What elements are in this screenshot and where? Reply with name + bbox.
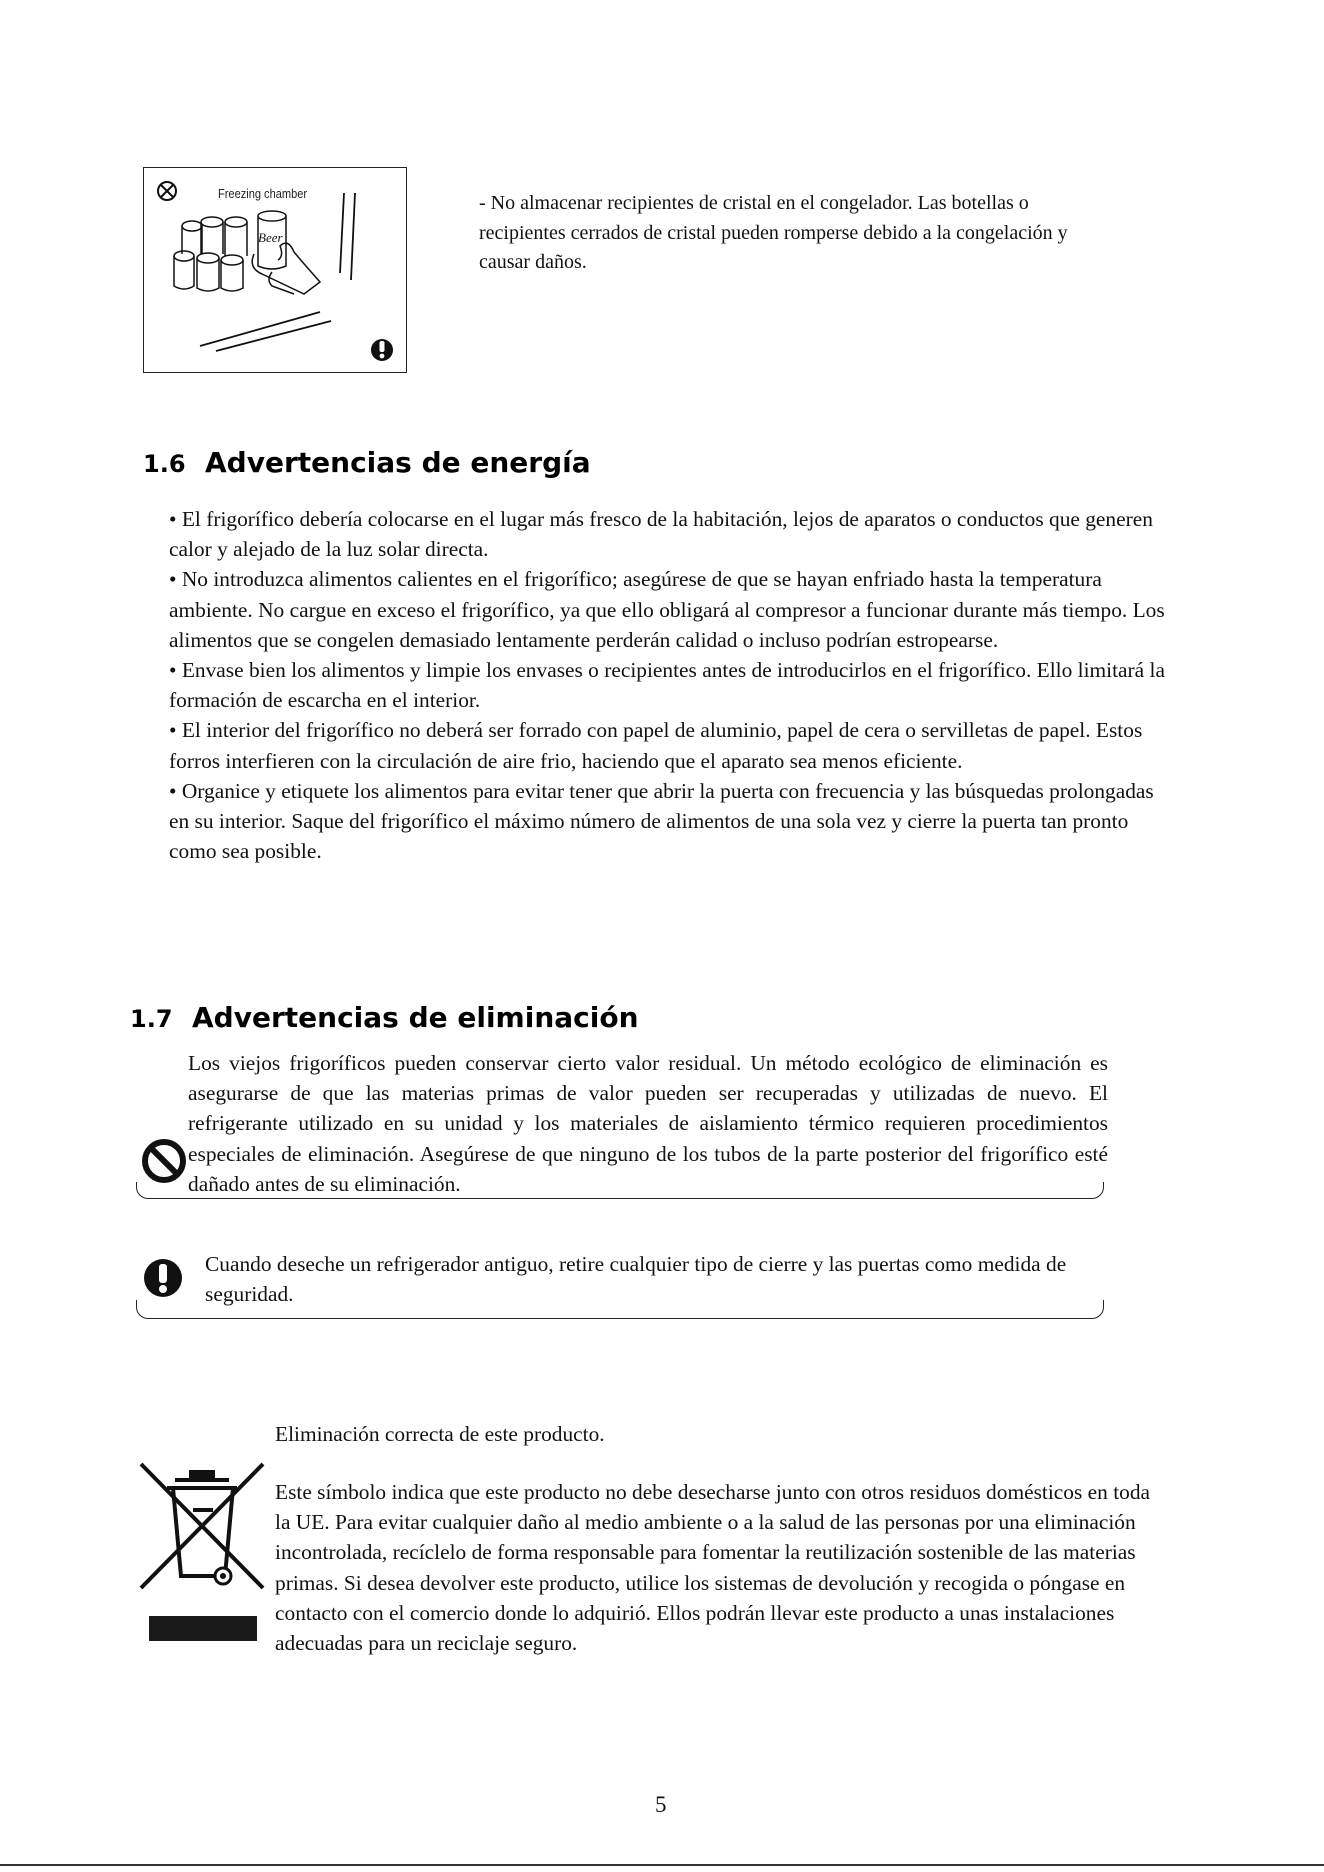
section-number: 1.7 bbox=[130, 1005, 173, 1033]
weee-paragraph: Este símbolo indica que este producto no debe desecharse junto con otros residuos domésticos en toda la UE. Para evitar cualquier daño al medio ambiente o a la salud de las personas por una eliminación incontrolada, recíclelo de forma responsable para fomentar la reutilización sostenible de las materias primas. Si desea devolver este producto, utilice los sistemas de devolución y recogida o póngase en contacto con el comercio donde lo adquirió. Ellos podrán llevar este producto a unas instalaciones adecuadas para un reciclaje seguro. bbox=[275, 1480, 1151, 1656]
list-item: • No introduzca alimentos calientes en el frigorífico; asegúrese de que se hayan enfriado hasta la temperatura ambiente. No cargue en exceso el frigorífico, ya que ello obligará al compresor a funcionar durante más tiempo. Los alimentos que se congelen demasiado lentamente perderán calidad o incluso podrían estropearse. bbox=[169, 567, 1165, 652]
energy-warnings-list bbox=[169, 504, 1179, 866]
disposal-text: Los viejos frigoríficos pueden conservar cierto valor residual. Un método ecológico de eliminación es asegurarse de que las materias primas de valor pueden ser recuperadas y utilizadas de nuevo. El refrigerante utilizado en su unidad y los materiales de aislamiento térmico requieren procedimientos especiales de eliminación. Asegúrese de que ninguno de los tubos de la parte posterior del frigorífico esté dañado antes de su eliminación. bbox=[188, 1051, 1108, 1196]
list-item: • Envase bien los alimentos y limpie los envases o recipientes antes de introducirlos en el frigorífico. Ello limitará la formación de escarcha en el interior. bbox=[169, 658, 1165, 713]
warning-icon bbox=[142, 1257, 184, 1299]
warning-icon bbox=[371, 339, 393, 361]
weee-title: Eliminación correcta de este producto. bbox=[275, 1422, 605, 1446]
figure-note: - No almacenar recipientes de cristal en el congelador. Las botellas o recipientes cerrados de cristal pueden romperse debido a la congelación y causar daños. bbox=[479, 192, 1068, 273]
footer-line bbox=[0, 1864, 1324, 1866]
list-item: • Organice y etiquete los alimentos para evitar tener que abrir la puerta con frecuencia y las búsquedas prolongadas en su interior. Saque del frigorífico el máximo número de alimentos de una sola vez y cierre la puerta tan pronto como sea posible. bbox=[169, 778, 1154, 864]
list-item: • El interior del frigorífico no deberá ser forrado con papel de aluminio, papel de cera o servilletas de papel. Estos forros interfieren con la circulación de aire frio, haciendo que el aparato sea menos eficiente. bbox=[169, 718, 1143, 773]
prohibited-icon bbox=[141, 1138, 187, 1184]
disposal-paragraph bbox=[188, 1048, 1108, 1199]
page-number: 5 bbox=[655, 1792, 667, 1817]
prohibited-icon bbox=[158, 182, 176, 200]
bracket-divider bbox=[136, 1300, 1104, 1319]
crossed-out-bin-icon bbox=[139, 1460, 267, 1600]
weee-black-bar bbox=[149, 1616, 257, 1641]
can-label: Beer bbox=[258, 230, 283, 245]
section-heading-energy bbox=[143, 446, 591, 479]
section-heading-disposal bbox=[130, 1001, 639, 1034]
list-item: • El frigorífico debería colocarse en el lugar más fresco de la habitación, lejos de aparatos o conductos que generen calor y alejado de la luz solar directa. bbox=[169, 507, 1153, 562]
security-note: Cuando deseche un refrigerador antiguo, retire cualquier tipo de cierre y las puertas como medida de seguridad. bbox=[205, 1252, 1067, 1307]
section-number: 1.6 bbox=[143, 450, 186, 478]
figure-caption: Freezing chamber bbox=[218, 186, 308, 201]
section-title: Advertencias de energía bbox=[205, 446, 591, 479]
section-title: Advertencias de eliminación bbox=[192, 1001, 639, 1034]
bracket-divider bbox=[136, 1182, 1104, 1199]
